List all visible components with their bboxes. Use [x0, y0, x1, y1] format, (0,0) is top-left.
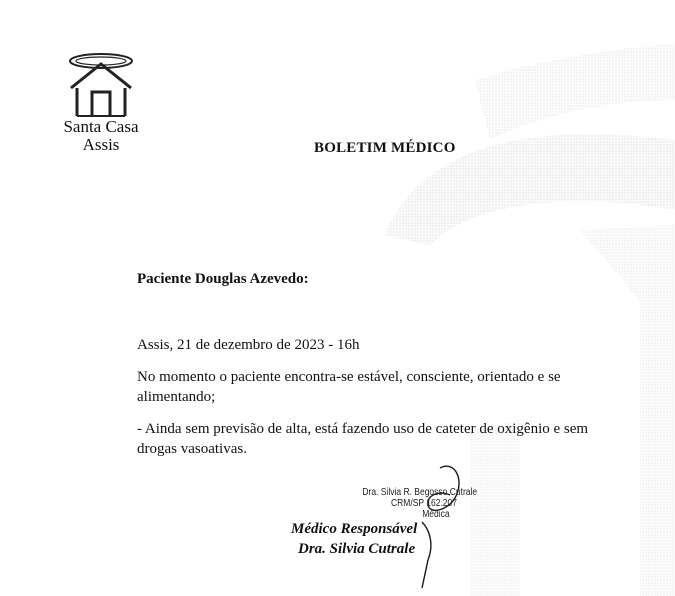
document-title: BOLETIM MÉDICO: [314, 140, 456, 156]
stamp-crm: CRM/SP 162.207: [390, 498, 457, 509]
logo-text-line2: Assis: [82, 135, 120, 154]
doctor-stamp: [305, 487, 492, 520]
discharge-paragraph: - Ainda sem previsão de alta, está fazendo uso de cateter de oxigênio e sem drogas vasoativas.: [137, 421, 589, 457]
dateline: Assis, 21 de dezembro de 2023 - 16h: [137, 337, 360, 353]
patient-heading: Paciente Douglas Azevedo:: [137, 271, 309, 287]
status-paragraph: No momento o paciente encontra-se estável, consciente, orientado e se alimentando;: [137, 369, 561, 405]
stamp-name: Dra. Silvia R. Begosso Cutrale: [362, 487, 478, 498]
signatory-name: Dra. Silvia Cutrale: [298, 541, 416, 557]
signatory-role: Médico Responsável: [291, 521, 418, 537]
santa-casa-logo: [55, 52, 150, 162]
logo-text-line1: Santa Casa: [63, 117, 139, 136]
stamp-title: Médica: [422, 509, 450, 520]
house-halo-icon: [63, 52, 139, 118]
